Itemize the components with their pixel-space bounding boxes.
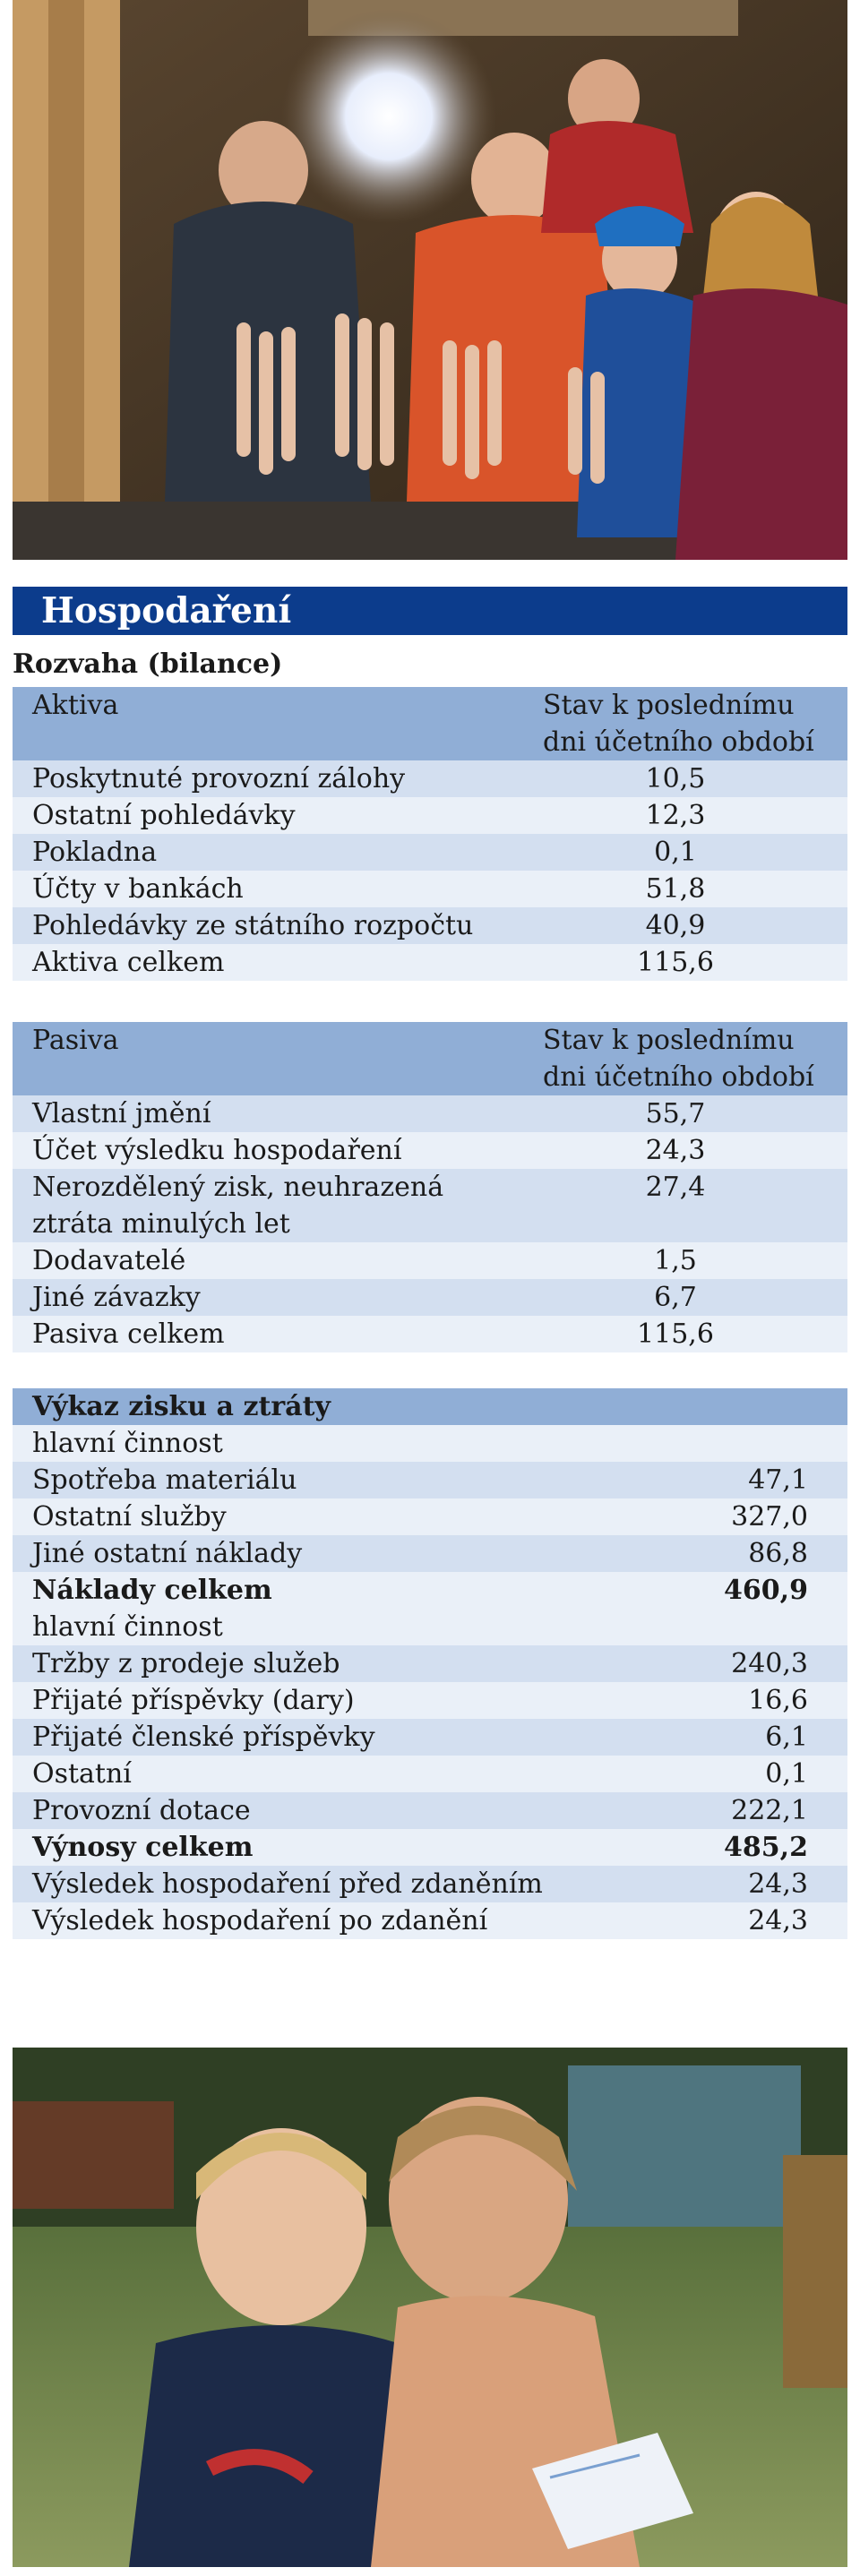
- row-label: Jiné závazky: [32, 1282, 201, 1313]
- row-label: Náklady celkem: [32, 1575, 272, 1606]
- row-label: [32, 1169, 443, 1242]
- row-value: 24,3: [748, 1868, 808, 1900]
- row-value: 327,0: [731, 1501, 808, 1533]
- row-label: Poskytnuté provozní zálohy: [32, 763, 406, 794]
- row-value: 16,6: [748, 1685, 808, 1716]
- result-row: [13, 1866, 847, 1902]
- table-row: [13, 1242, 847, 1279]
- row-label-line2: ztráta minulých let: [32, 1208, 290, 1240]
- row-value: 51,8: [645, 873, 706, 905]
- table-row: [13, 1279, 847, 1316]
- aktiva-header-label: Aktiva: [32, 690, 119, 721]
- row-value: 12,3: [645, 800, 706, 831]
- row-label: Pasiva celkem: [32, 1318, 225, 1350]
- section-title: Hospodaření: [13, 587, 847, 635]
- aktiva-header-col: [543, 687, 838, 760]
- row-value: 115,6: [637, 947, 714, 978]
- row-label: Výnosy celkem: [32, 1832, 254, 1863]
- income-statement-table: [13, 1388, 847, 1939]
- row-value: 0,1: [654, 837, 697, 868]
- table-row: [13, 1756, 847, 1792]
- table-row-total: [13, 944, 847, 981]
- row-label: Dodavatelé: [32, 1245, 186, 1276]
- row-value: 86,8: [748, 1538, 808, 1569]
- aktiva-header-row: [13, 687, 847, 760]
- row-label: Vlastní jmění: [32, 1098, 211, 1129]
- table-row: [13, 1169, 847, 1242]
- balance-title: Rozvaha (bilance): [13, 648, 283, 680]
- table-row: [13, 1792, 847, 1829]
- row-label: Pokladna: [32, 837, 158, 868]
- table-row: [13, 1462, 847, 1498]
- revenue-subheader: [13, 1609, 847, 1645]
- table-row: [13, 1682, 847, 1719]
- costs-total-row: [13, 1572, 847, 1609]
- row-label: hlavní činnost: [32, 1428, 223, 1459]
- row-value: 24,3: [645, 1135, 706, 1166]
- row-label: Ostatní: [32, 1758, 132, 1790]
- table-row: [13, 1095, 847, 1132]
- row-label: Účet výsledku hospodaření: [32, 1135, 402, 1166]
- table-row: [13, 760, 847, 797]
- revenue-total-row: [13, 1829, 847, 1866]
- top-photo-illustration: [13, 0, 847, 560]
- row-label: Jiné ostatní náklady: [32, 1538, 303, 1569]
- row-label: Přijaté příspěvky (dary): [32, 1685, 355, 1716]
- table-row: [13, 834, 847, 871]
- row-label: Tržby z prodeje služeb: [32, 1648, 340, 1679]
- table-row: [13, 1645, 847, 1682]
- pasiva-header-col-line2: dni účetního období: [543, 1061, 814, 1093]
- aktiva-header-col-line2: dni účetního období: [543, 726, 814, 758]
- row-label: Výsledek hospodaření před zdaněním: [32, 1868, 543, 1900]
- top-photo: [13, 0, 847, 560]
- row-label: Spotřeba materiálu: [32, 1464, 297, 1496]
- row-value: 47,1: [748, 1464, 808, 1496]
- row-value: 10,5: [645, 763, 706, 794]
- table-row: [13, 797, 847, 834]
- row-value: 55,7: [645, 1098, 706, 1129]
- pasiva-header-label: Pasiva: [32, 1025, 119, 1056]
- row-value: 40,9: [645, 910, 706, 941]
- bottom-photo-illustration: [13, 2048, 847, 2567]
- pasiva-header-col-line1: Stav k poslednímu: [543, 1025, 795, 1056]
- income-statement-header: [13, 1388, 847, 1425]
- aktiva-header-col-line1: Stav k poslednímu: [543, 690, 795, 721]
- row-label: Ostatní služby: [32, 1501, 227, 1533]
- table-row-total: [13, 1316, 847, 1352]
- row-label: Přijaté členské příspěvky: [32, 1722, 375, 1753]
- row-label: Účty v bankách: [32, 873, 244, 905]
- row-label: Výsledek hospodaření po zdanění: [32, 1905, 488, 1936]
- row-label: Pohledávky ze státního rozpočtu: [32, 910, 474, 941]
- row-value: 27,4: [645, 1172, 706, 1203]
- table-row: [13, 871, 847, 907]
- table-row: [13, 1498, 847, 1535]
- row-value: 460,9: [724, 1575, 808, 1606]
- row-value: 6,1: [765, 1722, 808, 1753]
- row-value: 240,3: [731, 1648, 808, 1679]
- row-label: hlavní činnost: [32, 1611, 223, 1643]
- result-row: [13, 1902, 847, 1939]
- table-row: [13, 1719, 847, 1756]
- income-statement-title: Výkaz zisku a ztráty: [32, 1391, 331, 1422]
- row-value: 6,7: [654, 1282, 697, 1313]
- costs-subheader: [13, 1425, 847, 1462]
- row-value: 1,5: [654, 1245, 697, 1276]
- bottom-photo: [13, 2048, 847, 2567]
- pasiva-header-row: [13, 1022, 847, 1095]
- table-row: [13, 1132, 847, 1169]
- pasiva-table: [13, 1022, 847, 1352]
- table-row: [13, 907, 847, 944]
- row-label: Provozní dotace: [32, 1795, 251, 1826]
- table-row: [13, 1535, 847, 1572]
- row-value: 222,1: [731, 1795, 808, 1826]
- row-value: 24,3: [748, 1905, 808, 1936]
- row-value: 0,1: [765, 1758, 808, 1790]
- pasiva-header-col: [543, 1022, 838, 1095]
- row-label-line1: Nerozdělený zisk, neuhrazená: [32, 1172, 444, 1203]
- row-value: 485,2: [724, 1832, 808, 1863]
- row-label: Aktiva celkem: [32, 947, 225, 978]
- aktiva-table: [13, 687, 847, 981]
- row-label: Ostatní pohledávky: [32, 800, 296, 831]
- row-value: 115,6: [637, 1318, 714, 1350]
